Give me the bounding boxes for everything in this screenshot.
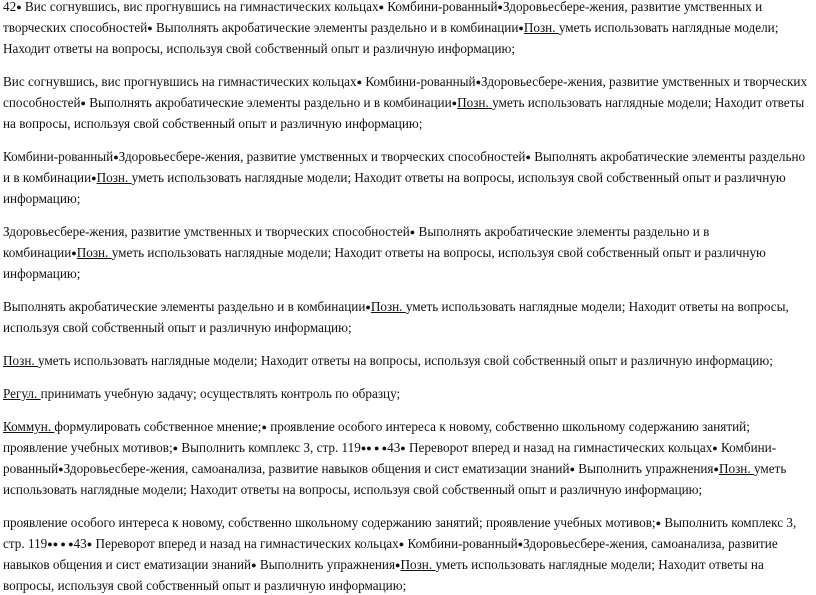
text-run: уметь использовать наглядные модели; Находит ответы на вопросы, используя свой собственный опыт и различную информацию; xyxy=(3,245,766,281)
text-run: принимать учебную задачу; осуществлять контроль по образцу; xyxy=(40,386,401,401)
text-run: Выполнять акробатические элементы раздельно и в комбинации xyxy=(152,20,519,35)
bullet-icon: ● xyxy=(113,152,119,162)
text-run: Выполнять акробатические элементы раздельно и в комбинации xyxy=(85,95,452,110)
section-label: Позн. xyxy=(457,95,493,110)
bullet-icon: ● xyxy=(172,443,179,453)
text-run: 43 xyxy=(73,536,87,551)
text-run: уметь использовать наглядные модели; Находит ответы на вопросы, используя свой собственный опыт и различную информацию; xyxy=(3,461,787,497)
paragraph-4 xyxy=(3,222,810,283)
bullet-icon: ● xyxy=(91,173,97,183)
text-run: Выполнить упражнения xyxy=(256,557,396,572)
bullet-icon: ●● ● ● xyxy=(47,539,74,549)
text-run: Переворот вперед и назад на гимнастических кольцах xyxy=(405,440,713,455)
text-run: Выполнить упражнения xyxy=(575,461,714,476)
bullet-icon: ● xyxy=(497,2,503,12)
text-run: 42 xyxy=(3,0,17,14)
bullet-icon: ● xyxy=(569,464,575,474)
section-label: Регул. xyxy=(3,386,41,401)
text-run: уметь использовать наглядные модели; Находит ответы на вопросы, используя свой собственный опыт и различную информацию; xyxy=(3,95,805,131)
section-label: Позн. xyxy=(718,461,754,476)
bullet-icon: ● xyxy=(400,443,406,453)
text-run: 43 xyxy=(387,440,401,455)
text-run: проявление особого интереса к новому, собственно школьному содержанию занятий; проявление учебных мотивов; xyxy=(3,419,750,455)
text-run: Здоровьесбере-жения, самоанализа, развитие навыков общения и сист ематизации знаний xyxy=(63,461,570,476)
text-run: Выполнить комплекс 3, стр. 119 xyxy=(3,515,797,551)
text-run: Выполнять акробатические элементы раздельно и в комбинации xyxy=(3,299,366,314)
section-label: Коммун. xyxy=(3,419,55,434)
text-run: Комбини-рованный xyxy=(404,536,518,551)
bullet-icon: ● xyxy=(365,302,371,312)
bullet-icon: ● xyxy=(655,518,662,528)
paragraph-2 xyxy=(3,72,810,133)
bullet-icon: ● xyxy=(378,2,384,12)
text-run: формулировать собственное мнение; xyxy=(54,419,262,434)
bullet-icon: ● xyxy=(251,560,257,570)
paragraph-7 xyxy=(3,384,810,403)
bullet-icon: ● xyxy=(147,23,153,33)
text-run: Здоровьесбере-жения, развитие умственных и творческих способностей xyxy=(3,224,410,239)
bullet-icon: ● xyxy=(86,539,93,549)
bullet-icon: ● xyxy=(409,227,416,237)
bullet-icon: ● xyxy=(16,2,22,12)
paragraph-1 xyxy=(3,0,810,58)
bullet-icon: ● xyxy=(517,539,524,549)
bullet-icon: ● xyxy=(713,464,719,474)
text-run: Здоровьесбере-жения, развитие умственных и творческих способностей xyxy=(118,149,526,164)
text-run: Здоровьесбере-жения, самоанализа, развитие навыков общения и сист ематизации знаний xyxy=(3,536,778,572)
section-label: Позн. xyxy=(76,245,112,260)
bullet-icon: ● xyxy=(475,77,482,87)
text-run: Комбини-рованный xyxy=(384,0,498,14)
text-run: Выполнить комплекс 3, стр. 119 xyxy=(178,440,361,455)
bullet-icon: ● xyxy=(356,77,363,87)
bullet-icon: ● xyxy=(525,152,531,162)
text-run: проявление особого интереса к новому, собственно школьному содержанию занятий; проявление учебных мотивов; xyxy=(3,515,656,530)
text-run: Комбини-рованный xyxy=(3,440,777,476)
paragraph-6 xyxy=(3,351,810,370)
section-label: Позн. xyxy=(96,170,132,185)
text-run: Вис согнувшись, вис прогнувшись на гимнастических кольцах xyxy=(21,0,379,14)
text-run: Выполнять акробатические элементы раздельно и в комбинации xyxy=(3,149,806,185)
text-run: уметь использовать наглядные модели; Находит ответы на вопросы, используя свой собственный опыт и различную информацию; xyxy=(3,170,786,206)
text-run: уметь использовать наглядные модели; Находит ответы на вопросы, используя свой собственный опыт и различную информацию; xyxy=(37,353,773,368)
text-run: Комбини-рованный xyxy=(3,149,114,164)
text-run: уметь использовать наглядные модели; Находит ответы на вопросы, используя свой собственный опыт и различную информацию; xyxy=(3,20,779,56)
paragraph-5 xyxy=(3,297,810,337)
text-run: Комбини-рованный xyxy=(362,74,476,89)
paragraph-8 xyxy=(3,417,810,499)
bullet-icon: ● xyxy=(395,560,401,570)
text-run: уметь использовать наглядные модели; Находит ответы на вопросы, используя свой собственный опыт и различную информацию; xyxy=(3,299,789,335)
text-run: уметь использовать наглядные модели; Находит ответы на вопросы, используя свой собственный опыт и различную информацию; xyxy=(3,557,764,593)
section-label: Позн. xyxy=(400,557,436,572)
bullet-icon: ● xyxy=(451,98,458,108)
bullet-icon: ● xyxy=(71,248,77,258)
bullet-icon: ● xyxy=(261,422,267,432)
section-label: Позн. xyxy=(523,20,559,35)
bullet-icon: ● xyxy=(712,443,718,453)
section-label: Позн. xyxy=(370,299,406,314)
section-label: Позн. xyxy=(3,353,38,368)
text-run: Вис согнувшись, вис прогнувшись на гимнастических кольцах xyxy=(3,74,357,89)
bullet-icon: ● xyxy=(58,464,64,474)
text-run: Здоровьесбере-жения, развитие умственных и творческих способностей xyxy=(3,0,763,35)
bullet-icon: ●● ● ● xyxy=(360,443,388,453)
bullet-icon: ● xyxy=(80,98,86,108)
paragraph-9 xyxy=(3,513,810,595)
bullet-icon: ● xyxy=(398,539,405,549)
bullet-icon: ● xyxy=(518,23,524,33)
text-run: Переворот вперед и назад на гимнастических кольцах xyxy=(92,536,399,551)
text-run: Здоровьесбере-жения, развитие умственных и творческих способностей xyxy=(3,74,808,110)
paragraph-3 xyxy=(3,147,810,208)
text-run: Выполнять акробатические элементы раздельно и в комбинации xyxy=(3,224,710,260)
